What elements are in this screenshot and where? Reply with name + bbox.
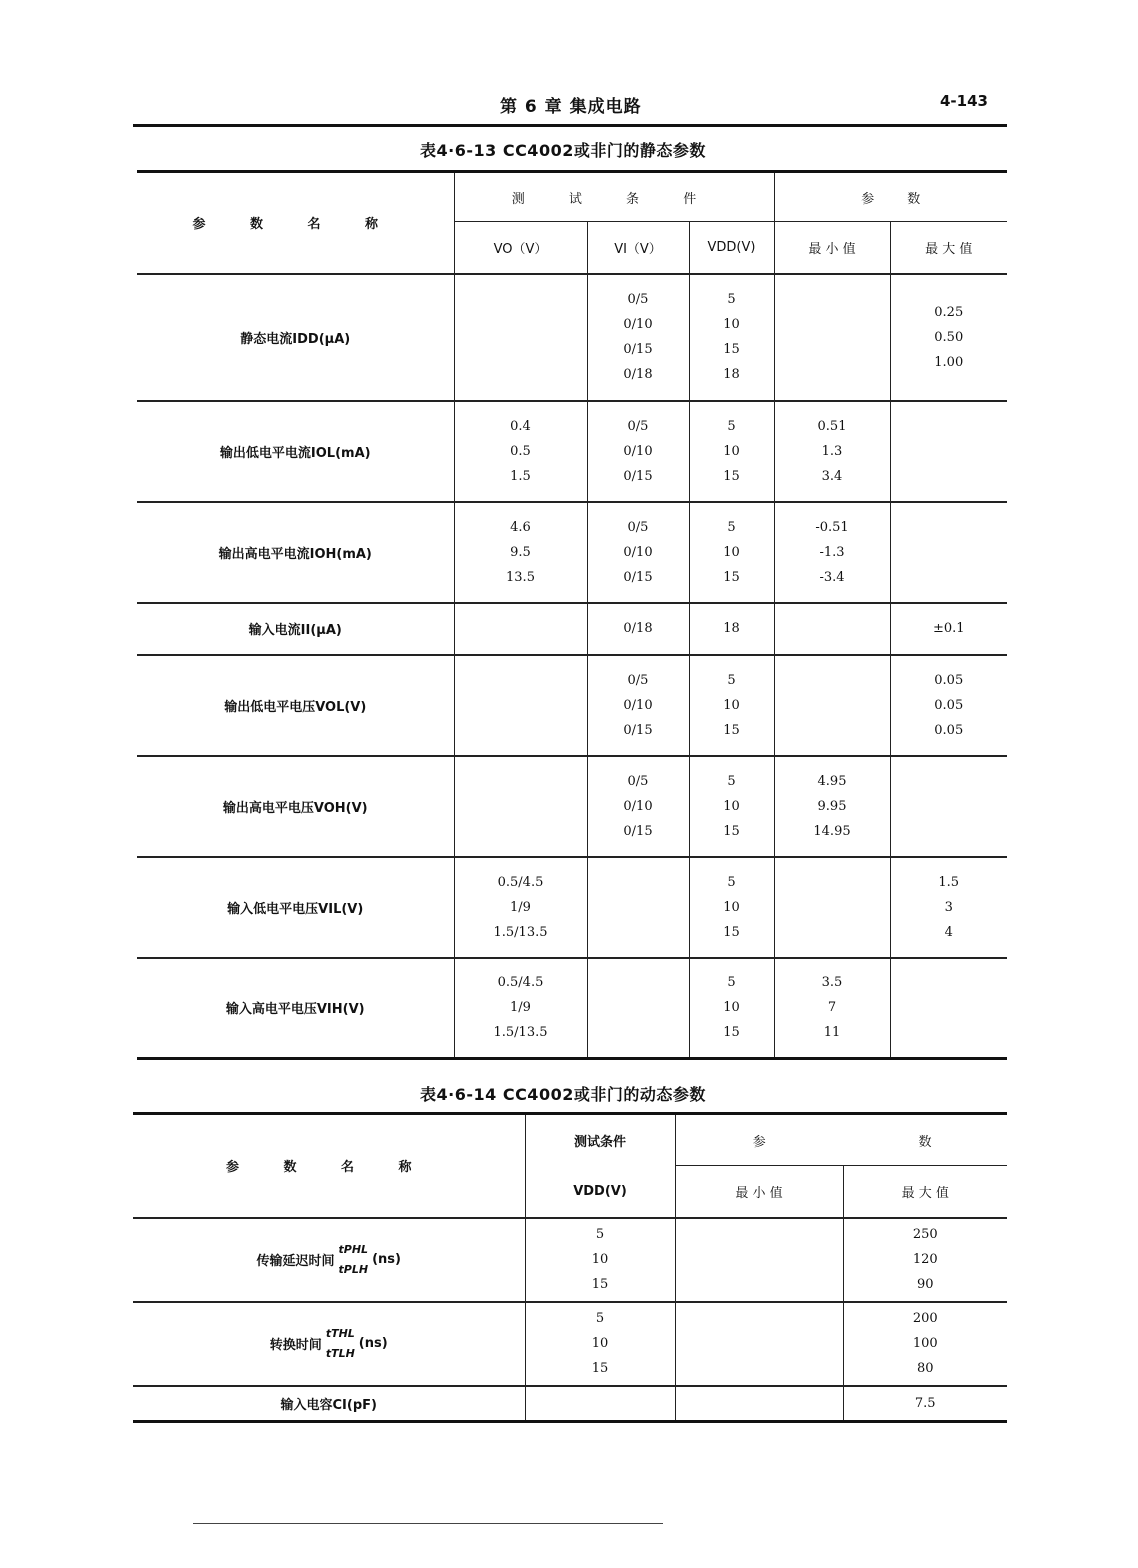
value-cell: 10 [591, 1252, 609, 1267]
value-cell: 0/10 [623, 317, 653, 332]
value-cell: 200 [912, 1311, 938, 1326]
value-cell: 18 [723, 367, 740, 382]
param-name: 输出高电平电流IOH(mA) [137, 502, 454, 603]
t1-head-params: 参 数 [774, 172, 1007, 222]
value-cell: 5 [727, 874, 736, 890]
param-unit: (ns) [372, 1252, 401, 1267]
value-cell: -0.51 [815, 519, 849, 535]
t2-head-max: 最 大 值 [843, 1166, 1007, 1218]
chapter-title: 第 6 章 集成电路 [500, 97, 642, 117]
value-cell: 5 [727, 773, 736, 789]
value-cell: ±0.1 [932, 621, 965, 636]
param-name [133, 1218, 525, 1302]
t1-head-vo: VO（V） [454, 222, 587, 274]
param-name: 输入电流II(μA) [137, 603, 454, 655]
value-cell: 100 [912, 1336, 938, 1351]
value-cell: 0/18 [623, 621, 653, 636]
table-row [137, 857, 1007, 958]
param-name: 输出高电平电压VOH(V) [137, 756, 454, 857]
value-cell: 15 [723, 342, 740, 357]
value-cell: 10 [723, 798, 740, 814]
value-cell: 0.25 [934, 304, 964, 320]
value-cell: 0.4 [510, 418, 531, 434]
table-row [137, 401, 1007, 502]
value-cell: 3 [944, 899, 953, 915]
value-cell: 0/5 [627, 418, 649, 434]
sub-bottom: tTLH [325, 1346, 355, 1360]
t1-head-min: 最 小 值 [774, 222, 890, 274]
value-cell: 10 [723, 1000, 740, 1016]
t2-head-name: 参 数 名 称 [133, 1114, 525, 1218]
sub-top: tTHL [325, 1326, 355, 1340]
param-name: 静态电流IDD(μA) [240, 331, 351, 347]
table-row [137, 756, 1007, 857]
param-name: 输出低电平电流IOL(mA) [137, 401, 454, 502]
value-cell: 5 [595, 1227, 605, 1242]
value-cell: 15 [591, 1361, 609, 1376]
value-cell: 10 [723, 697, 740, 713]
value-cell: 4 [944, 924, 953, 940]
value-cell: 18 [723, 621, 740, 636]
value-cell: 15 [723, 569, 740, 585]
param-name: 输入低电平电压VIL(V) [137, 857, 454, 958]
table-row [137, 655, 1007, 756]
dynamic-params-table [133, 1112, 1007, 1423]
value-cell: 0.51 [817, 418, 847, 434]
param-name: 输入高电平电压VIH(V) [137, 958, 454, 1059]
value-cell: 5 [727, 418, 736, 434]
value-cell: 0/5 [627, 292, 649, 307]
value-cell: 5 [727, 672, 736, 688]
value-cell: 0/5 [627, 672, 649, 688]
table1-caption: 表4·6-13 CC4002或非门的静态参数 [420, 141, 706, 160]
value-cell: 1.5 [938, 874, 960, 890]
value-cell: 1/9 [510, 1000, 531, 1016]
table-row [137, 274, 1007, 401]
value-cell: 10 [723, 317, 740, 332]
param-unit: (ns) [358, 1336, 388, 1351]
value-cell: 0.5/4.5 [497, 874, 544, 890]
t1-head-vi: VI（V） [587, 222, 689, 274]
value-cell: 15 [723, 823, 740, 839]
value-cell: 0/15 [623, 722, 653, 738]
value-cell: 5 [727, 519, 736, 535]
t2-head-conditions: 测试条件 [525, 1114, 675, 1166]
value-cell: 5 [727, 975, 736, 991]
value-cell: 15 [723, 1025, 740, 1041]
sub-bottom: tPLH [338, 1262, 369, 1276]
value-cell: 5 [595, 1311, 605, 1326]
table-row [133, 1218, 1007, 1302]
value-cell: 0/15 [623, 468, 653, 484]
value-cell: 0.50 [934, 329, 964, 345]
value-cell: 4.6 [510, 519, 531, 535]
value-cell: 15 [723, 722, 740, 738]
value-cell: 0/15 [623, 823, 653, 839]
table-row [133, 1386, 1007, 1422]
value-cell: 7.5 [914, 1395, 936, 1411]
sub-top: tPHL [338, 1242, 369, 1256]
value-cell: 7 [827, 1000, 837, 1016]
t1-head-name: 参 数 名 称 [137, 172, 454, 274]
param-name: 输入电容CI(pF) [133, 1386, 525, 1422]
value-cell: 0.5 [510, 443, 531, 459]
value-cell: 15 [723, 468, 740, 484]
page-number: 4-143 [940, 92, 988, 110]
value-cell: 4.95 [817, 773, 847, 789]
table-row [137, 958, 1007, 1059]
t1-head-conditions: 测 试 条 件 [454, 172, 774, 222]
value-cell: 1.5/13.5 [493, 1025, 548, 1041]
value-cell: 10 [723, 544, 740, 560]
header-rule [133, 124, 1007, 127]
value-cell: 1.5 [510, 468, 531, 484]
value-cell: 0.05 [934, 697, 964, 713]
table-row [137, 502, 1007, 603]
value-cell: 0/15 [623, 569, 653, 585]
value-cell: 11 [823, 1025, 841, 1041]
param-label: 传输延迟时间 [256, 1254, 335, 1269]
value-cell: 10 [723, 899, 740, 915]
value-cell: 0.05 [934, 672, 964, 688]
value-cell: 10 [591, 1336, 609, 1351]
t1-head-max: 最 大 值 [890, 222, 1007, 274]
value-cell: 1/9 [510, 899, 531, 915]
value-cell: 9.95 [817, 798, 847, 814]
value-cell: 0/10 [623, 798, 653, 814]
table2-caption: 表4·6-14 CC4002或非门的动态参数 [420, 1085, 706, 1104]
t2-head-vdd: VDD(V) [525, 1166, 675, 1218]
t2-head-params-right: 数 [843, 1114, 1007, 1166]
value-cell: 0.5/4.5 [497, 975, 544, 991]
value-cell: 1.3 [821, 443, 843, 459]
value-cell: 5 [727, 292, 736, 307]
static-params-table [137, 170, 1007, 1060]
value-cell: 10 [723, 443, 740, 459]
table-row [133, 1302, 1007, 1386]
t1-head-vdd: VDD(V) [689, 222, 774, 274]
value-cell: 90 [916, 1277, 934, 1292]
value-cell: 0/10 [623, 697, 653, 713]
value-cell: -1.3 [819, 544, 845, 560]
param-name: 输出低电平电压VOL(V) [137, 655, 454, 756]
table-row [137, 603, 1007, 655]
t2-head-min: 最 小 值 [675, 1166, 843, 1218]
value-cell: 1.5/13.5 [493, 924, 548, 940]
value-cell: 0.05 [934, 722, 964, 738]
value-cell: 15 [591, 1277, 609, 1292]
t2-head-params-left: 参 [675, 1114, 843, 1166]
value-cell: 3.5 [821, 975, 843, 991]
value-cell: 0/18 [623, 367, 653, 382]
param-label: 转换时间 [269, 1338, 322, 1353]
value-cell: 13.5 [506, 569, 535, 585]
value-cell: 250 [912, 1227, 938, 1242]
value-cell: 0/15 [623, 342, 653, 357]
value-cell: 0/10 [623, 544, 653, 560]
value-cell: 1.00 [934, 354, 964, 370]
value-cell: 80 [916, 1361, 934, 1376]
value-cell: 15 [723, 924, 740, 940]
value-cell: 9.5 [510, 544, 531, 560]
value-cell: 120 [912, 1252, 938, 1267]
value-cell: 3.4 [821, 468, 843, 484]
value-cell: 0/10 [623, 443, 653, 459]
value-cell: -3.4 [819, 569, 845, 585]
footer-rule [193, 1523, 663, 1524]
value-cell: 0/5 [627, 519, 649, 535]
value-cell: 14.95 [813, 823, 851, 839]
value-cell: 0/5 [627, 773, 649, 789]
param-name [133, 1302, 525, 1386]
